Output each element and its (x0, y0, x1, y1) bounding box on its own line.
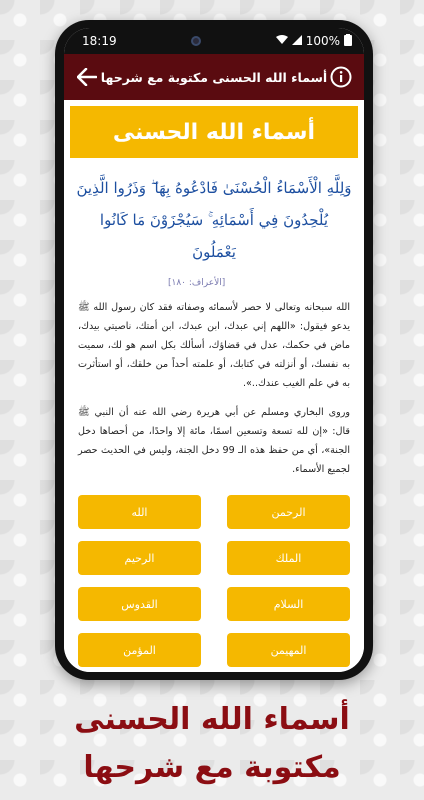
wifi-icon (276, 34, 288, 48)
name-button-as-salam[interactable]: السلام (227, 587, 350, 621)
page-title-banner: أسماء الله الحسنى (70, 106, 358, 158)
name-button-ar-rahim[interactable]: الرحيم (78, 541, 201, 575)
info-icon[interactable] (328, 64, 354, 90)
name-button-ar-rahman[interactable]: الرحمن (227, 495, 350, 529)
explanation-paragraph: وروى البخاري ومسلم عن أبي هريرة رضي الله عنه أن النبي ﷺ قال: «إن لله تسعة وتسعين اسمًا، مائة إلا واحدًا، من أحصاها دخل الجنة»، أي من حفظ هذه الـ 99 دخل الجنة، وليس في الحديث حصر لجميع الأسماء. (78, 407, 350, 475)
camera-icon (191, 36, 201, 46)
battery-percent: 100% (305, 34, 340, 48)
app-bar (64, 54, 364, 100)
verse-reference: [الأعراف: ١٨٠] (168, 278, 226, 288)
promo-caption (0, 696, 424, 792)
name-button-al-quddus[interactable]: القدوس (78, 587, 201, 621)
signal-icon (292, 34, 302, 48)
name-button-al-mumin[interactable]: المؤمن (78, 633, 201, 667)
phone-screen (64, 28, 364, 672)
name-button-al-muhaymin[interactable]: المهيمن (227, 633, 350, 667)
phone-frame (55, 20, 373, 680)
quran-verse: وَلِلَّهِ الْأَسْمَاءُ الْحُسْنَىٰ فَادْعُوهُ بِهَا ۖ وَذَرُوا الَّذِينَ يُلْحِدُونَ فِي أَسْمَائِهِ ۚ سَيُجْزَوْنَ مَا كَانُوا يَعْمَلُونَ (76, 179, 352, 261)
back-arrow-icon[interactable] (74, 64, 100, 90)
names-grid (78, 495, 350, 667)
promo-line-1: أسماء الله الحسنى (74, 702, 350, 737)
status-time: 18:19 (82, 34, 117, 48)
content-area[interactable] (64, 100, 364, 672)
app-title: أسماء الله الحسنى مكتوبة مع شرحها (100, 69, 328, 85)
name-button-allah[interactable]: الله (78, 495, 201, 529)
name-button-al-malik[interactable]: الملك (227, 541, 350, 575)
promo-line-2: مكتوبة مع شرحها (83, 750, 341, 785)
explanation-paragraph: الله سبحانه وتعالى لا حصر لأسمائه وصفاته فقد كان رسول الله ﷺ يدعو فيقول: «اللهم إني عبدك، ابن عبدك، ابن أمتك، ناصيتي بيدك، ماض في حكمك، عدل في قضاؤك، أسألك بكل اسم هو لك، سميت به نفسك، أو أنزلته في كتابك، أو علمته أحداً من خلقك، أو استأثرت به في علم الغيب عندك..». (78, 302, 350, 389)
battery-icon (344, 34, 352, 49)
status-bar (64, 28, 364, 54)
